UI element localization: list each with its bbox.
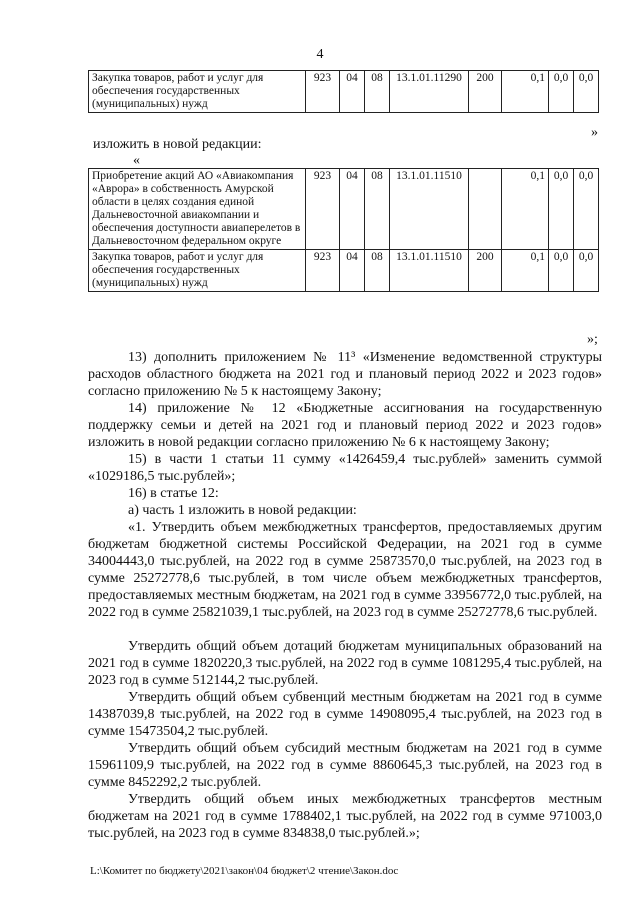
- table-cell: [469, 169, 502, 250]
- file-path-footer: L:\Комитет по бюджету\2021\закон\04 бюджет\2 чтение\Закон.doc: [90, 865, 399, 877]
- paragraph-13: 13) дополнить приложением № 11³ «Изменение ведомственной структуры расходов областного бюджета на 2021 год и плановый период 2022 и 2023 годов» согласно приложению № 5 к настоящему Закону;: [88, 350, 602, 399]
- table-cell: 0,0: [574, 71, 599, 113]
- table-cell: 04: [340, 169, 365, 250]
- table-cell: 13.1.01.11290: [390, 71, 469, 113]
- table-cell: 08: [365, 71, 390, 113]
- table-cell: 200: [469, 71, 502, 113]
- table-cell: 0,1: [502, 71, 549, 113]
- budget-table-new-edition: [88, 168, 599, 292]
- table-cell: 08: [365, 250, 390, 292]
- table-cell: 04: [340, 250, 365, 292]
- table-cell: 0,0: [574, 169, 599, 250]
- new-edition-intro: изложить в новой редакции:: [93, 137, 262, 152]
- paragraph-dotations: Утвердить общий объем дотаций бюджетам муниципальных образований на 2021 год в сумме 1820220,3 тыс.рублей, на 2022 год в сумме 1081295,4 тыс.рублей, на 2023 год в сумме 512144,2 тыс.рублей.: [88, 639, 602, 688]
- table-cell: Закупка товаров, работ и услуг для обеспечения государственных (муниципальных) нужд: [89, 71, 306, 113]
- paragraph-subventions: Утвердить общий объем субвенций местным бюджетам на 2021 год в сумме 14387039,8 тыс.рублей, на 2022 год в сумме 14908095,4 тыс.рублей, на 2023 год в сумме 15473504,2 тыс.рублей.: [88, 690, 602, 739]
- budget-table-old-row: [88, 70, 599, 113]
- table-row: [89, 250, 599, 292]
- table-cell: 0,0: [549, 71, 574, 113]
- table-cell: 04: [340, 71, 365, 113]
- table-cell: 0,0: [549, 169, 574, 250]
- table-cell: Приобретение акций АО «Авиакомпания «Аврора» в собственность Амурской области в целях создания единой Дальневосточной авиакомпании и обеспечения доступности авиаперелетов в Дальневосточном федеральном округе: [89, 169, 306, 250]
- table-cell: 200: [469, 250, 502, 292]
- paragraph-transfers-total: «1. Утвердить объем межбюджетных трансфертов, предоставляемых другим бюджетам бюджетной системы Российской Федерации, на 2021 год в сумме 34004443,0 тыс.рублей, на 2022 год в сумме 25873570,0 тыс.рублей, на 2023 год в сумме 25272778,6 тыс.рублей, в том числе объем межбюджетных трансфертов, предоставляемых местным бюджетам, на 2021 год в сумме 33956772,0 тыс.рублей, на 2022 год в сумме 25821039,1 тыс.рублей, на 2023 год в сумме 25272778,6 тыс.рублей.: [88, 520, 602, 620]
- table-cell: 0,1: [502, 169, 549, 250]
- paragraph-16: 16) в статье 12:: [128, 486, 219, 501]
- table-cell: 923: [306, 169, 340, 250]
- opening-quote: «: [133, 153, 140, 168]
- closing-quote: »: [591, 125, 598, 140]
- table-cell: Закупка товаров, работ и услуг для обеспечения государственных (муниципальных) нужд: [89, 250, 306, 292]
- page-number: 4: [316, 47, 324, 62]
- paragraph-14: 14) приложение № 12 «Бюджетные ассигнования на государственную поддержку семьи и детей на 2021 год и плановый период 2022 и 2023 годов» изложить в новой редакции согласно приложению № 6 к настоящему Закону;: [88, 401, 602, 450]
- table-cell: 13.1.01.11510: [390, 250, 469, 292]
- table-cell: 0,1: [502, 250, 549, 292]
- paragraph-other-transfers: Утвердить общий объем иных межбюджетных трансфертов местным бюджетам на 2021 год в сумме 1788402,1 тыс.рублей, на 2022 год в сумме 971003,0 тыс.рублей, на 2023 год в сумме 834838,0 тыс.рублей.»;: [88, 792, 602, 841]
- paragraph-16a: а) часть 1 изложить в новой редакции:: [128, 503, 357, 518]
- closing-quote-semicolon: »;: [587, 332, 598, 347]
- table-row: [89, 71, 599, 113]
- table-row: [89, 169, 599, 250]
- table-cell: 0,0: [574, 250, 599, 292]
- paragraph-15: 15) в части 1 статьи 11 сумму «1426459,4 тыс.рублей» заменить суммой «1029186,5 тыс.рублей»;: [88, 452, 602, 484]
- table-cell: 0,0: [549, 250, 574, 292]
- table-cell: 13.1.01.11510: [390, 169, 469, 250]
- table-cell: 923: [306, 250, 340, 292]
- paragraph-subsidies: Утвердить общий объем субсидий местным бюджетам на 2021 год в сумме 15961109,9 тыс.рублей, на 2022 год в сумме 8860645,3 тыс.рублей, на 2023 год в сумме 8452292,2 тыс.рублей.: [88, 741, 602, 790]
- table-cell: 08: [365, 169, 390, 250]
- table-cell: 923: [306, 71, 340, 113]
